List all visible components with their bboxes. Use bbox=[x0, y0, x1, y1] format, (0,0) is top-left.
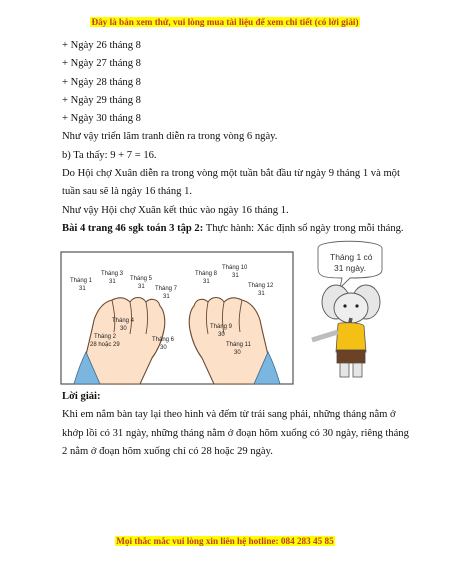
preview-banner bbox=[0, 17, 450, 27]
list-item: + Ngày 29 tháng 8 bbox=[62, 94, 141, 106]
label-days: 31 bbox=[138, 284, 145, 290]
label-days: 31 bbox=[79, 286, 86, 292]
knuckle-months-illustration bbox=[60, 240, 385, 386]
list-item: + Ngày 28 tháng 8 bbox=[62, 76, 141, 88]
label-month: Tháng 8 bbox=[195, 271, 218, 277]
bubble-line-2: 31 ngày. bbox=[334, 263, 366, 273]
list-item: + Ngày 30 tháng 8 bbox=[62, 113, 141, 125]
solution-text: Khi em nắm bàn tay lại theo hình và đếm từ trái sang phải, những tháng nằm ở khớp lồi có 31 ngày, những tháng nằm ở đoạn hõm xuống có 30 ngày, riêng tháng 2 nằm ở đoạn hõm xuống chỉ có 28 hoặc 29 ngày. bbox=[62, 409, 409, 457]
label-days: 30 bbox=[160, 345, 167, 351]
label-month: Tháng 12 bbox=[248, 283, 274, 289]
label-days: 31 bbox=[203, 279, 210, 285]
bubble-line-1: Tháng 1 có bbox=[330, 252, 373, 262]
label-days: 31 bbox=[258, 291, 265, 297]
list-item: + Ngày 26 tháng 8 bbox=[62, 40, 141, 51]
exercise-text: Thực hành: Xác định số ngày trong mỗi tháng. bbox=[203, 222, 404, 234]
speech-bubble bbox=[318, 241, 382, 288]
hotline-notice: Mọi thắc mắc vui lòng xin liên hệ hotline: 084 283 45 85 bbox=[116, 536, 334, 546]
label-days: 31 bbox=[109, 279, 116, 285]
part-b-explanation: Do Hội chợ Xuân diễn ra trong vòng một tuần bắt đầu từ ngày 9 tháng 1 và một tuần sau sẽ là ngày 16 tháng 1. bbox=[62, 168, 400, 198]
exercise-title: Bài 4 trang 46 sgk toán 3 tập 2: bbox=[62, 222, 204, 234]
conclusion-a: Như vậy triển lãm tranh diễn ra trong vòng 6 ngày. bbox=[62, 131, 278, 143]
list-item: + Ngày 27 tháng 8 bbox=[62, 58, 141, 70]
contact-footer bbox=[0, 536, 450, 546]
solution-heading-text: Lời giải: bbox=[62, 391, 101, 402]
label-days: 31 bbox=[163, 294, 170, 300]
label-days: 30 bbox=[234, 350, 241, 356]
label-days: 28 hoặc 29 bbox=[90, 342, 120, 348]
label-days: 31 bbox=[232, 273, 239, 279]
label-month: Tháng 7 bbox=[155, 286, 178, 292]
label-month: Tháng 11 bbox=[226, 342, 251, 348]
label-month: Tháng 6 bbox=[152, 337, 175, 343]
label-month: Tháng 2 bbox=[94, 334, 117, 340]
label-month: Tháng 3 bbox=[101, 271, 124, 277]
part-b-calc: b) Ta thấy: 9 + 7 = 16. bbox=[62, 149, 157, 161]
label-month: Tháng 5 bbox=[130, 276, 153, 282]
label-month: Tháng 9 bbox=[210, 324, 233, 330]
label-days: 30 bbox=[120, 326, 127, 332]
exercise-line bbox=[62, 220, 414, 238]
conclusion-b: Như vậy Hội chợ Xuân kết thúc vào ngày 16 tháng 1. bbox=[62, 204, 289, 216]
label-month: Tháng 10 bbox=[222, 265, 248, 271]
preview-notice: Đây là bản xem thử, vui lòng mua tài liệu để xem chi tiết (có lời giải) bbox=[91, 17, 359, 27]
illustration-svg bbox=[60, 240, 385, 386]
label-month: Tháng 4 bbox=[112, 318, 135, 324]
elephant-character bbox=[312, 285, 380, 377]
solution-heading bbox=[62, 388, 414, 406]
label-days: 30 bbox=[218, 332, 225, 338]
label-month: Tháng 1 bbox=[70, 278, 93, 284]
solution-section bbox=[62, 388, 414, 461]
main-content bbox=[62, 37, 414, 238]
